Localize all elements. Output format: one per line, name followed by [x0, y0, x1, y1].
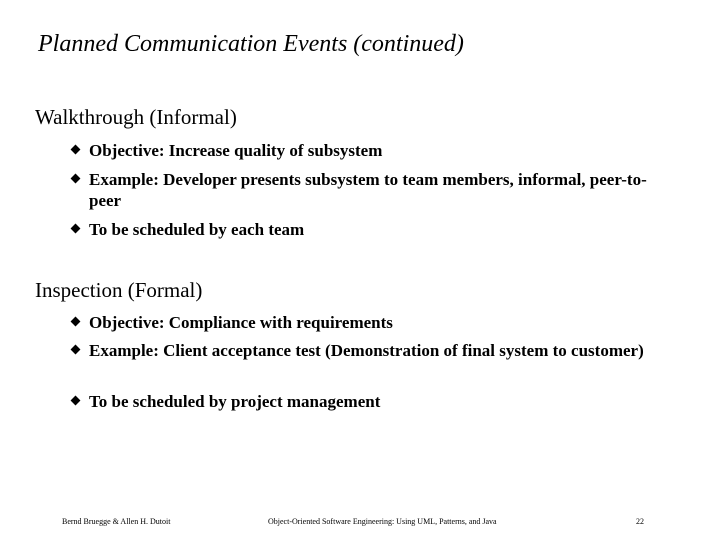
- section-heading-main: Walkthrough: [35, 105, 145, 129]
- footer-book-title: Object-Oriented Software Engineering: Using UML, Patterns, and Java: [268, 517, 497, 526]
- bullet-text: Example: Client acceptance test (Demonstration of final system to customer): [89, 341, 644, 360]
- bullet-item: [72, 219, 672, 240]
- bullet-item: [72, 391, 672, 412]
- bullet-text: Objective: Increase quality of subsystem: [89, 141, 383, 160]
- bullet-text: To be scheduled by project management: [89, 392, 381, 411]
- footer-authors: Bernd Bruegge & Allen H. Dutoit: [62, 517, 171, 526]
- section-heading-walkthrough: [35, 105, 237, 130]
- diamond-bullet-icon: [71, 145, 81, 155]
- diamond-bullet-icon: [71, 224, 81, 234]
- diamond-bullet-icon: [71, 345, 81, 355]
- bullet-item: [72, 312, 672, 333]
- diamond-bullet-icon: [71, 317, 81, 327]
- section-heading-main: Inspection: [35, 278, 123, 302]
- bullet-text: Objective: Compliance with requirements: [89, 313, 393, 332]
- slide-title: Planned Communication Events (continued): [38, 31, 464, 57]
- bullet-item: [72, 140, 672, 161]
- section-heading-qualifier: (Formal): [127, 278, 203, 302]
- footer-page-number: 22: [636, 517, 644, 526]
- bullet-item: [72, 340, 672, 361]
- bullet-text: Example: Developer presents subsystem to team members, informal, peer-to-peer: [89, 170, 647, 210]
- section-heading-qualifier: (Informal): [149, 105, 237, 129]
- bullet-item: [72, 169, 672, 211]
- section-heading-inspection: [35, 278, 202, 303]
- diamond-bullet-icon: [71, 174, 81, 184]
- bullet-text: To be scheduled by each team: [89, 220, 305, 239]
- diamond-bullet-icon: [71, 396, 81, 406]
